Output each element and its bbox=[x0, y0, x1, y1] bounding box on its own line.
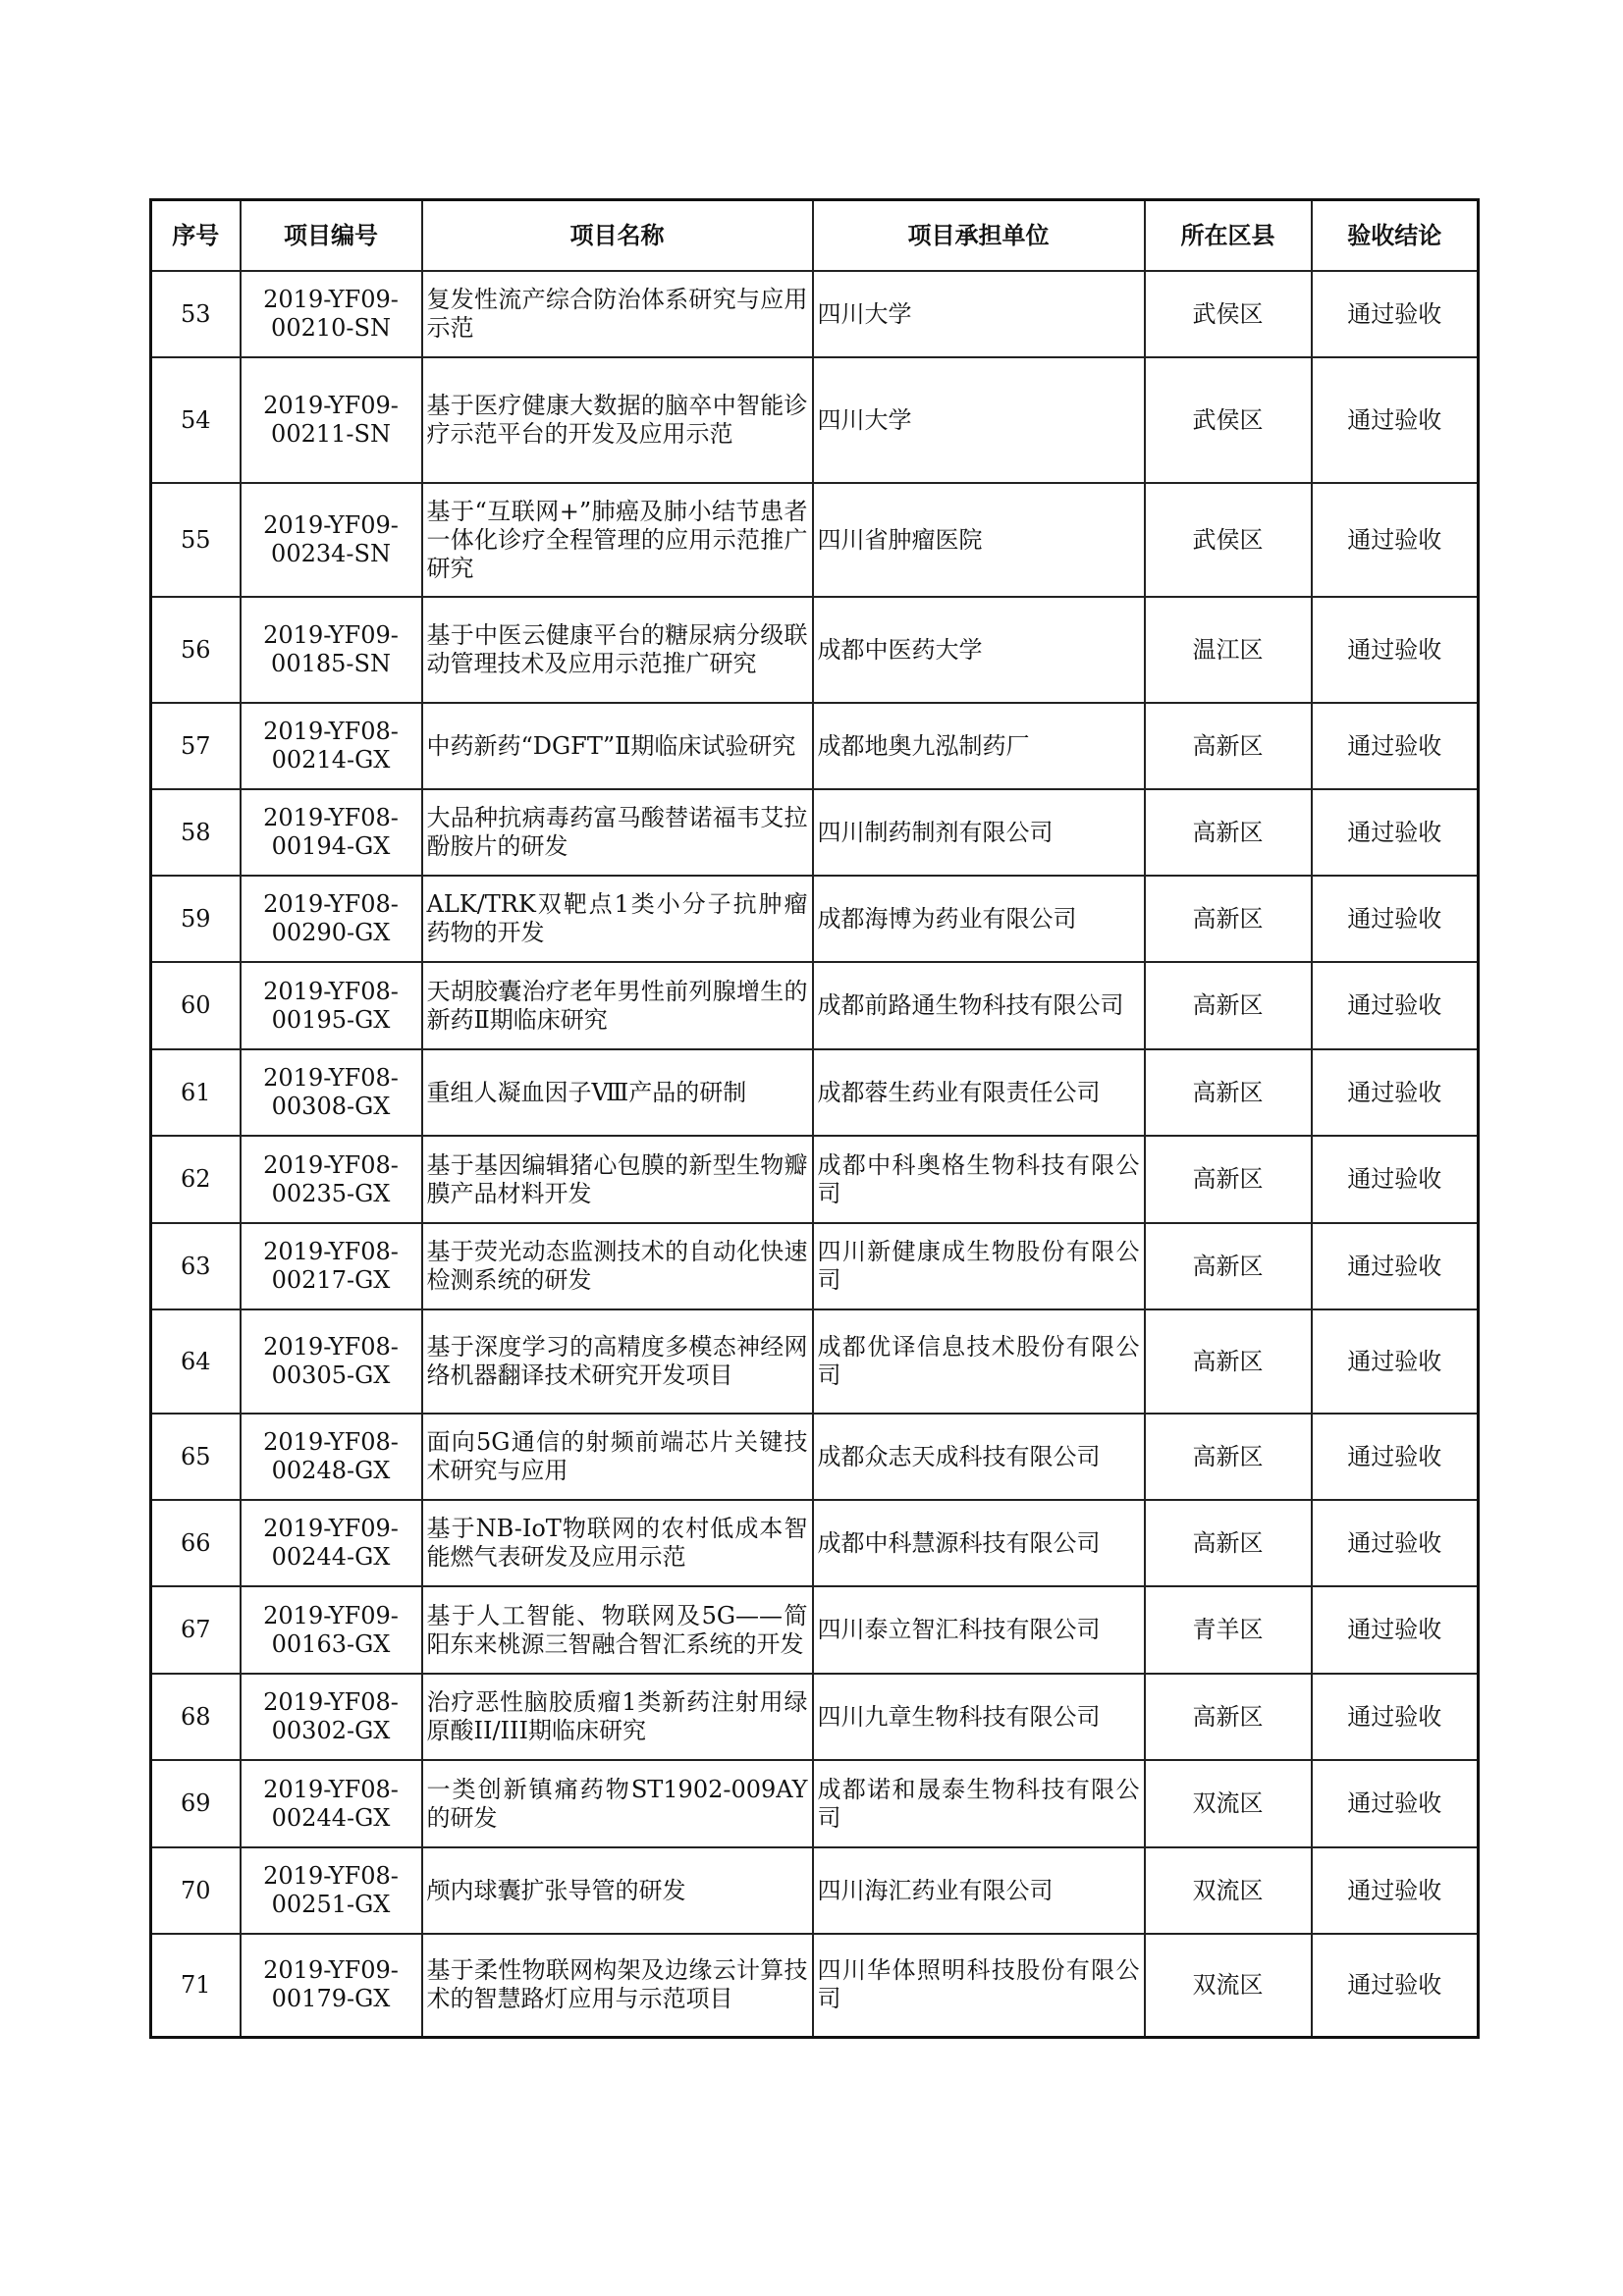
cell-name: 治疗恶性脑胶质瘤1类新药注射用绿原酸II/III期临床研究 bbox=[422, 1674, 813, 1760]
cell-result: 通过验收 bbox=[1312, 1934, 1479, 2037]
cell-no: 55 bbox=[151, 483, 241, 597]
cell-result: 通过验收 bbox=[1312, 876, 1479, 962]
cell-name: 中药新药“DGFT”Ⅱ期临床试验研究 bbox=[422, 703, 813, 789]
cell-result: 通过验收 bbox=[1312, 789, 1479, 876]
cell-unit: 成都海博为药业有限公司 bbox=[813, 876, 1145, 962]
cell-code: 2019-YF08-00194-GX bbox=[241, 789, 422, 876]
cell-code: 2019-YF08-00214-GX bbox=[241, 703, 422, 789]
table-row bbox=[151, 1500, 1479, 1586]
cell-unit: 四川大学 bbox=[813, 271, 1145, 357]
cell-district: 高新区 bbox=[1145, 1674, 1312, 1760]
cell-no: 56 bbox=[151, 597, 241, 703]
cell-unit: 成都前路通生物科技有限公司 bbox=[813, 962, 1145, 1049]
cell-no: 66 bbox=[151, 1500, 241, 1586]
table-row bbox=[151, 1586, 1479, 1674]
cell-name: ALK/TRK双靶点1类小分子抗肿瘤药物的开发 bbox=[422, 876, 813, 962]
cell-code: 2019-YF09-00211-SN bbox=[241, 357, 422, 483]
table-row bbox=[151, 1674, 1479, 1760]
cell-district: 高新区 bbox=[1145, 1500, 1312, 1586]
cell-no: 57 bbox=[151, 703, 241, 789]
table-row bbox=[151, 597, 1479, 703]
cell-code: 2019-YF09-00210-SN bbox=[241, 271, 422, 357]
cell-district: 高新区 bbox=[1145, 1049, 1312, 1136]
cell-no: 69 bbox=[151, 1760, 241, 1847]
cell-district: 高新区 bbox=[1145, 876, 1312, 962]
cell-no: 71 bbox=[151, 1934, 241, 2037]
cell-result: 通过验收 bbox=[1312, 1136, 1479, 1223]
header-district: 所在区县 bbox=[1145, 200, 1312, 272]
cell-name: 基于荧光动态监测技术的自动化快速检测系统的研发 bbox=[422, 1223, 813, 1309]
cell-name: 面向5G通信的射频前端芯片关键技术研究与应用 bbox=[422, 1414, 813, 1500]
cell-no: 61 bbox=[151, 1049, 241, 1136]
cell-district: 高新区 bbox=[1145, 962, 1312, 1049]
cell-code: 2019-YF08-00290-GX bbox=[241, 876, 422, 962]
cell-no: 60 bbox=[151, 962, 241, 1049]
cell-result: 通过验收 bbox=[1312, 597, 1479, 703]
cell-code: 2019-YF09-00185-SN bbox=[241, 597, 422, 703]
table-row bbox=[151, 1309, 1479, 1414]
cell-no: 62 bbox=[151, 1136, 241, 1223]
cell-code: 2019-YF09-00163-GX bbox=[241, 1586, 422, 1674]
table-row bbox=[151, 1223, 1479, 1309]
cell-name: 基于人工智能、物联网及5G——简阳东来桃源三智融合智汇系统的开发 bbox=[422, 1586, 813, 1674]
cell-district: 高新区 bbox=[1145, 1309, 1312, 1414]
cell-name: 天胡胶囊治疗老年男性前列腺增生的新药Ⅱ期临床研究 bbox=[422, 962, 813, 1049]
table-row bbox=[151, 357, 1479, 483]
cell-no: 59 bbox=[151, 876, 241, 962]
cell-district: 双流区 bbox=[1145, 1934, 1312, 2037]
cell-code: 2019-YF08-00248-GX bbox=[241, 1414, 422, 1500]
cell-code: 2019-YF08-00308-GX bbox=[241, 1049, 422, 1136]
cell-unit: 四川制药制剂有限公司 bbox=[813, 789, 1145, 876]
cell-unit: 成都中医药大学 bbox=[813, 597, 1145, 703]
cell-unit: 成都地奥九泓制药厂 bbox=[813, 703, 1145, 789]
cell-unit: 四川大学 bbox=[813, 357, 1145, 483]
table-row bbox=[151, 1414, 1479, 1500]
cell-result: 通过验收 bbox=[1312, 357, 1479, 483]
cell-district: 武侯区 bbox=[1145, 357, 1312, 483]
cell-district: 温江区 bbox=[1145, 597, 1312, 703]
cell-unit: 四川泰立智汇科技有限公司 bbox=[813, 1586, 1145, 1674]
cell-name: 基于“互联网+”肺癌及肺小结节患者一体化诊疗全程管理的应用示范推广研究 bbox=[422, 483, 813, 597]
table-row bbox=[151, 483, 1479, 597]
table-row bbox=[151, 1760, 1479, 1847]
cell-result: 通过验收 bbox=[1312, 271, 1479, 357]
table-row bbox=[151, 271, 1479, 357]
header-row bbox=[151, 200, 1479, 272]
cell-district: 双流区 bbox=[1145, 1760, 1312, 1847]
cell-district: 双流区 bbox=[1145, 1847, 1312, 1934]
cell-code: 2019-YF09-00244-GX bbox=[241, 1500, 422, 1586]
table-row bbox=[151, 789, 1479, 876]
cell-code: 2019-YF08-00195-GX bbox=[241, 962, 422, 1049]
cell-district: 武侯区 bbox=[1145, 271, 1312, 357]
cell-result: 通过验收 bbox=[1312, 1049, 1479, 1136]
acceptance-table bbox=[149, 198, 1480, 2039]
cell-unit: 四川九章生物科技有限公司 bbox=[813, 1674, 1145, 1760]
cell-unit: 成都优译信息技术股份有限公司 bbox=[813, 1309, 1145, 1414]
cell-name: 颅内球囊扩张导管的研发 bbox=[422, 1847, 813, 1934]
cell-result: 通过验收 bbox=[1312, 1847, 1479, 1934]
cell-result: 通过验收 bbox=[1312, 962, 1479, 1049]
cell-name: 基于医疗健康大数据的脑卒中智能诊疗示范平台的开发及应用示范 bbox=[422, 357, 813, 483]
cell-name: 基于基因编辑猪心包膜的新型生物瓣膜产品材料开发 bbox=[422, 1136, 813, 1223]
cell-no: 54 bbox=[151, 357, 241, 483]
header-result: 验收结论 bbox=[1312, 200, 1479, 272]
cell-code: 2019-YF08-00305-GX bbox=[241, 1309, 422, 1414]
cell-unit: 成都蓉生药业有限责任公司 bbox=[813, 1049, 1145, 1136]
header-name: 项目名称 bbox=[422, 200, 813, 272]
cell-code: 2019-YF08-00302-GX bbox=[241, 1674, 422, 1760]
header-no: 序号 bbox=[151, 200, 241, 272]
cell-name: 基于深度学习的高精度多模态神经网络机器翻译技术研究开发项目 bbox=[422, 1309, 813, 1414]
cell-result: 通过验收 bbox=[1312, 1500, 1479, 1586]
cell-result: 通过验收 bbox=[1312, 703, 1479, 789]
table-row bbox=[151, 876, 1479, 962]
cell-unit: 四川省肿瘤医院 bbox=[813, 483, 1145, 597]
cell-name: 一类创新镇痛药物ST1902-009AY的研发 bbox=[422, 1760, 813, 1847]
cell-result: 通过验收 bbox=[1312, 1309, 1479, 1414]
cell-no: 53 bbox=[151, 271, 241, 357]
cell-name: 基于柔性物联网构架及边缘云计算技术的智慧路灯应用与示范项目 bbox=[422, 1934, 813, 2037]
table-row bbox=[151, 1136, 1479, 1223]
table-row bbox=[151, 1847, 1479, 1934]
cell-result: 通过验收 bbox=[1312, 1414, 1479, 1500]
cell-unit: 成都众志天成科技有限公司 bbox=[813, 1414, 1145, 1500]
cell-result: 通过验收 bbox=[1312, 1586, 1479, 1674]
cell-district: 青羊区 bbox=[1145, 1586, 1312, 1674]
cell-name: 复发性流产综合防治体系研究与应用示范 bbox=[422, 271, 813, 357]
cell-unit: 成都诺和晟泰生物科技有限公司 bbox=[813, 1760, 1145, 1847]
cell-unit: 四川海汇药业有限公司 bbox=[813, 1847, 1145, 1934]
cell-no: 58 bbox=[151, 789, 241, 876]
cell-result: 通过验收 bbox=[1312, 1674, 1479, 1760]
cell-district: 武侯区 bbox=[1145, 483, 1312, 597]
cell-name: 基于中医云健康平台的糖尿病分级联动管理技术及应用示范推广研究 bbox=[422, 597, 813, 703]
table-row bbox=[151, 1049, 1479, 1136]
cell-unit: 四川华体照明科技股份有限公司 bbox=[813, 1934, 1145, 2037]
cell-no: 63 bbox=[151, 1223, 241, 1309]
cell-result: 通过验收 bbox=[1312, 483, 1479, 597]
cell-district: 高新区 bbox=[1145, 789, 1312, 876]
cell-district: 高新区 bbox=[1145, 1136, 1312, 1223]
cell-result: 通过验收 bbox=[1312, 1223, 1479, 1309]
cell-name: 基于NB-IoT物联网的农村低成本智能燃气表研发及应用示范 bbox=[422, 1500, 813, 1586]
header-code: 项目编号 bbox=[241, 200, 422, 272]
cell-district: 高新区 bbox=[1145, 1223, 1312, 1309]
cell-no: 68 bbox=[151, 1674, 241, 1760]
cell-code: 2019-YF08-00235-GX bbox=[241, 1136, 422, 1223]
cell-district: 高新区 bbox=[1145, 703, 1312, 789]
cell-code: 2019-YF08-00251-GX bbox=[241, 1847, 422, 1934]
cell-code: 2019-YF09-00234-SN bbox=[241, 483, 422, 597]
cell-no: 65 bbox=[151, 1414, 241, 1500]
cell-code: 2019-YF08-00244-GX bbox=[241, 1760, 422, 1847]
table-row bbox=[151, 962, 1479, 1049]
table-row bbox=[151, 1934, 1479, 2037]
table-body bbox=[151, 271, 1479, 2037]
cell-no: 64 bbox=[151, 1309, 241, 1414]
cell-name: 重组人凝血因子Ⅷ产品的研制 bbox=[422, 1049, 813, 1136]
cell-no: 70 bbox=[151, 1847, 241, 1934]
table-row bbox=[151, 703, 1479, 789]
header-unit: 项目承担单位 bbox=[813, 200, 1145, 272]
cell-code: 2019-YF08-00217-GX bbox=[241, 1223, 422, 1309]
cell-name: 大品种抗病毒药富马酸替诺福韦艾拉酚胺片的研发 bbox=[422, 789, 813, 876]
cell-result: 通过验收 bbox=[1312, 1760, 1479, 1847]
cell-no: 67 bbox=[151, 1586, 241, 1674]
cell-district: 高新区 bbox=[1145, 1414, 1312, 1500]
cell-unit: 四川新健康成生物股份有限公司 bbox=[813, 1223, 1145, 1309]
cell-unit: 成都中科慧源科技有限公司 bbox=[813, 1500, 1145, 1586]
cell-unit: 成都中科奥格生物科技有限公司 bbox=[813, 1136, 1145, 1223]
cell-code: 2019-YF09-00179-GX bbox=[241, 1934, 422, 2037]
